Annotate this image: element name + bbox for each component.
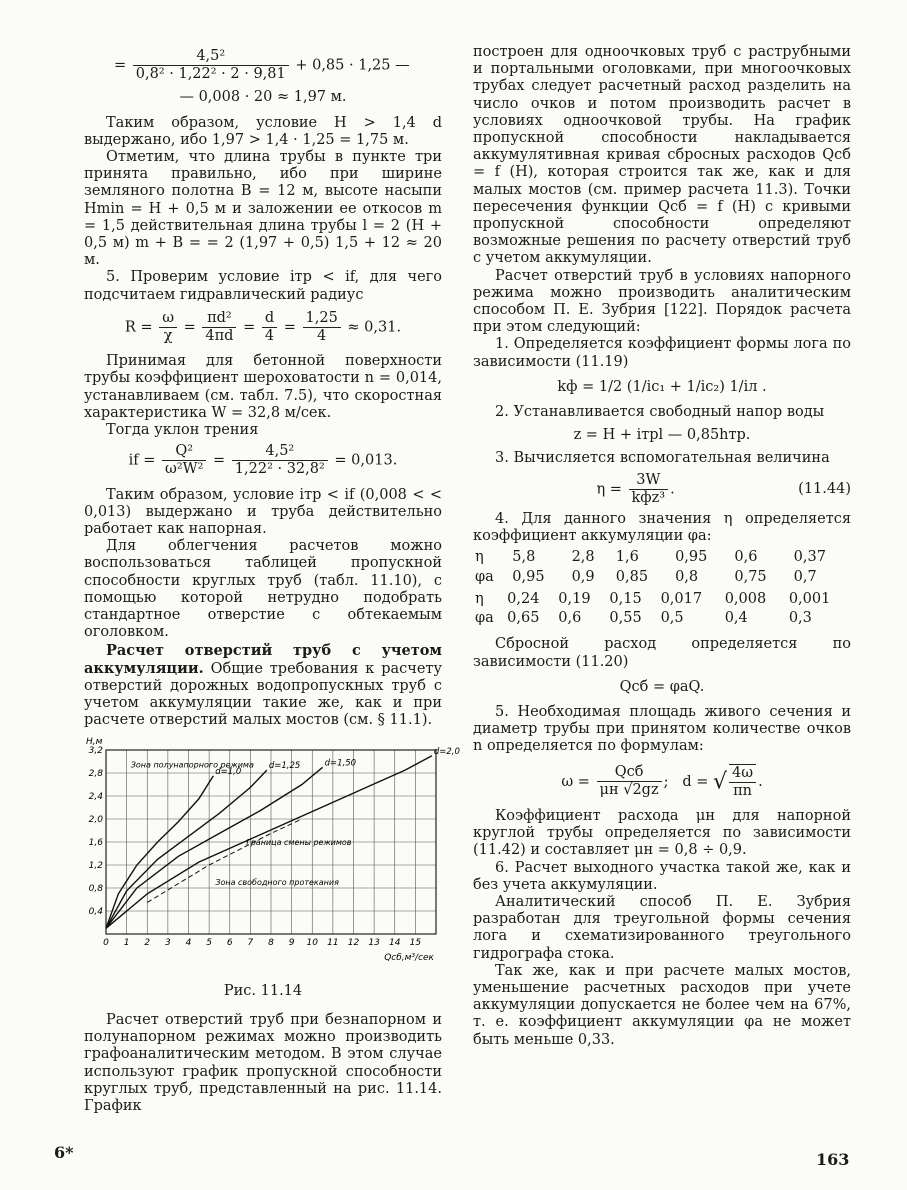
table-cell: 2,8 (571, 549, 595, 566)
x-tick-label: 12 (347, 937, 360, 948)
frac-num: 4ω (729, 765, 756, 783)
zone-label-free: Зона свободного протекания (215, 877, 339, 887)
series-label: d=1,0 (215, 766, 242, 777)
right-column (473, 44, 851, 1049)
equation-form-coefficient: kф = 1/2 (1/ic₁ + 1/ic₂) 1/iл . (557, 378, 767, 395)
paragraph: 6. Расчет выходного участка такой же, как и без учета аккумуляции. (473, 859, 851, 893)
sqrt-sign: √ (712, 769, 728, 795)
equation-hydraulic-radius: R = $\frac{\omega}{\chi}$ = $\frac{\text{πd²}}{4\pi d}$ = $\frac{d}{4}$ = $\frac{1,25}{4}$ ≈ 0,31. (124, 309, 402, 345)
table-cell: 0,008 (724, 590, 767, 607)
table-row (473, 548, 851, 567)
eq-lhs: d = (682, 773, 709, 790)
series-label: d=1,25 (268, 760, 301, 771)
table-cell: 0,95 (675, 549, 708, 566)
y-tick-label: 2,8 (88, 768, 103, 779)
paragraph: Отметим, что длина трубы в пункте три принята правильно, ибо при ширине земляного полотна B = 12 м, высоте насыпи Hmin = H + 0,5 м и заложении ее откосов m = 1,5 действительная длина трубы l = 2 (H + 0,5 м) m + B = = 2 (1,97 + 0,5) 1,5 + 12 ≈ 20 м. (84, 149, 442, 269)
eq-tail: = 0,013. (334, 452, 398, 469)
eq-lhs: η = (596, 481, 622, 498)
x-tick-label: 14 (389, 937, 401, 948)
frac-num: Qсб (597, 764, 662, 782)
footer-signature-mark: 6* (54, 1143, 74, 1162)
series-line (106, 767, 323, 928)
y-tick-label: 1,6 (88, 837, 103, 848)
table-cell: 0,7 (793, 568, 817, 585)
section-heading: Расчет отверстий труб с учетом аккумуляции. (84, 641, 442, 677)
frac-den: πn (733, 782, 752, 799)
table-cell: 0,9 (571, 568, 595, 585)
paragraph: Аналитический способ П. Е. Зубрия разработан для треугольной формы сечения лога и схематизированного треугольного гидрографа стока. (473, 893, 851, 962)
y-tick-label: 3,2 (88, 745, 103, 756)
paragraph: 1. Определяется коэффициент формы лога по зависимости (11.19) (473, 336, 851, 370)
paragraph: 3. Вычисляется вспомогательная величина (495, 450, 830, 467)
capacity-chart (84, 736, 460, 976)
y-tick-label: 2,0 (88, 814, 103, 825)
x-tick-label: 11 (327, 937, 339, 948)
table-cell: 0,37 (793, 549, 826, 566)
row-label: η (475, 549, 484, 566)
table-cell: 0,6 (558, 610, 582, 627)
x-tick-label: 6 (226, 937, 233, 948)
eq-top-numerator: 4,5² (133, 48, 289, 66)
paragraph: 2. Устанавливается свободный напор воды (495, 404, 825, 421)
y-tick-label: 1,2 (88, 860, 103, 871)
coefficient-table-2 (473, 590, 851, 628)
table-cell: 0,95 (512, 568, 545, 585)
coefficient-table-1 (473, 548, 851, 586)
frac-num: d (262, 310, 277, 328)
paragraph-text: Общие требования к расчету отверстий дорожных водопропускных труб с учетом аккумуляции такие же, как и при расчете отверстий малых мостов (см. § 11.1). (84, 660, 442, 729)
left-column (84, 44, 460, 1115)
table-cell: 0,5 (660, 610, 684, 627)
paragraph: Расчет отверстий труб при безнапорном и полунапорном режимах можно производить графоаналитическим методом. В этом случае используют график пропускной способности круглых труб, представленный на рис. 11.14. График (84, 1011, 442, 1114)
frac-den: 4πd (205, 328, 234, 345)
eq-lhs: ω = (561, 773, 590, 790)
frac-den: 1,22² · 32,8² (234, 461, 325, 478)
y-tick-label: 0,8 (88, 883, 103, 894)
paragraph: 4. Для данного значения η определяется коэффициент аккумуляции φa: (473, 511, 851, 545)
paragraph: Сбросной расход определяется по зависимости (11.20) (473, 636, 851, 670)
table-cell: 0,75 (734, 568, 767, 585)
x-tick-label: 0 (103, 937, 109, 948)
frac-den: ω²W² (165, 461, 204, 478)
eq-top-tail: + 0,85 · 1,25 — (295, 57, 410, 74)
zone-label-semi: Зона полунапорного режима (130, 759, 254, 769)
table-cell: 0,55 (609, 610, 642, 627)
series-line (106, 770, 267, 928)
table-cell: 0,15 (609, 590, 642, 607)
x-tick-label: 8 (268, 937, 274, 948)
frac-num: πd² (202, 310, 236, 328)
table-cell: 1,6 (615, 549, 639, 566)
frac-num: 3W (629, 472, 669, 490)
equation-friction-slope: if = $\frac{\text{Q²}}{\text{ω²W²}}$ = $\frac{\text{4,5²}}{\text{1,22² · 32,8²}}$ = 0,013. (128, 443, 398, 478)
frac-num: 4,5² (232, 443, 328, 461)
paragraph: Принимая для бетонной поверхности трубы коэффициент шероховатости n = 0,014, устанавливаем (см. табл. 7.5), что скоростная характеристика W = 32,8 м/сек. (84, 353, 442, 421)
equation-continuation: = $\frac{\text{4,5²}}{\text{0,8² · 1,22² · 2 · 9,81}}$ + 0,85 · 1,25 — (114, 48, 410, 83)
table-cell: 0,4 (724, 610, 748, 627)
paragraph: Тогда уклон трения (106, 422, 259, 439)
paragraph: Расчет отверстий труб в условиях напорного режима можно производить аналитическим способом П. Е. Зубрия [122]. Порядок расчета при этом следующий: (473, 267, 851, 336)
table-cell: 0,3 (788, 610, 812, 627)
frac-num: ω (159, 310, 177, 328)
equation-eta: η = $\frac{3W}{\text{kфz³}}$ . (11.44) (596, 471, 851, 506)
equation-discharge: Qсб = φaQ. (619, 678, 705, 695)
table-cell: 0,85 (615, 568, 649, 585)
frac-num: 1,25 (303, 310, 341, 328)
equation-number: (11.44) (798, 480, 851, 497)
eq-lhs: if = (128, 452, 156, 469)
table-cell: 0,8 (675, 568, 699, 585)
series-line (106, 775, 213, 927)
table-cell: 0,001 (788, 590, 831, 607)
zone-label-boundary: Граница смены режимов (246, 837, 352, 847)
paragraph: Для облегчения расчетов можно воспользоваться таблицей пропускной способности круглых труб (табл. 11.10), с помощью которой нетрудно подобрать стандартное отверстие с обтекаемым оголовком. (84, 538, 442, 641)
boundary-line (147, 819, 302, 902)
x-tick-label: 15 (409, 937, 422, 948)
series-label: d=1,50 (324, 757, 357, 768)
table-cell: 0,6 (734, 549, 758, 566)
table-cell: 0,24 (507, 590, 540, 607)
figure-11-14 (84, 736, 460, 981)
x-axis-label: Qсб,м³/сек (384, 952, 434, 963)
y-axis-label: H,м (86, 736, 103, 747)
row-label: φa (475, 610, 494, 627)
paragraph: Таким образом, условие iтр < if (0,008 < < 0,013) выдержано и труба действительно работает как напорная. (84, 486, 442, 538)
frac-den: 4 (317, 328, 327, 345)
x-tick-label: 3 (165, 937, 171, 948)
x-tick-label: 1 (123, 937, 130, 948)
page-number: 163 (816, 1150, 850, 1169)
paragraph-accumulation (84, 642, 442, 730)
x-tick-label: 10 (306, 937, 318, 948)
frac-num: Q² (162, 443, 206, 461)
equation-area-diameter: ω = $\frac{\text{Qсб}}{\mu н √2gz}$ ; d = √ $\frac{4\omega}{\pi n}$ . (561, 764, 763, 799)
frac-den: kфz³ (631, 489, 666, 506)
x-tick-label: 13 (368, 937, 380, 948)
y-tick-label: 2,4 (88, 791, 103, 802)
series-label: d=2,0 (433, 746, 460, 757)
table-row (473, 590, 851, 609)
table-cell: 5,8 (512, 549, 536, 566)
equation-line2: — 0,008 · 20 ≈ 1,97 м. (179, 89, 347, 106)
paragraph: 5. Проверим условие iтр < if, для чего подсчитаем гидравлический радиус (84, 269, 442, 303)
paragraph: 5. Необходимая площадь живого сечения и диаметр трубы при принятом количестве очков n определяется по формулам: (473, 703, 851, 755)
row-label: η (475, 590, 484, 607)
x-tick-label: 9 (288, 937, 295, 948)
frac-den: μн √2gz (599, 782, 659, 799)
y-tick-label: 0,4 (88, 906, 103, 917)
table-cell: 0,19 (558, 590, 591, 607)
eq-top-denominator: 0,8² · 1,22² · 2 · 9,81 (135, 66, 286, 83)
paragraph: Таким образом, условие H > 1,4 d выдержано, ибо 1,97 > 1,4 · 1,25 = 1,75 м. (84, 114, 442, 148)
eq-tail: ≈ 0,31. (347, 319, 402, 336)
table-row (473, 568, 851, 587)
frac-den: χ (163, 328, 173, 345)
table-cell: 0,65 (507, 610, 540, 627)
figure-caption: Рис. 11.14 (223, 982, 303, 999)
table-row (473, 609, 851, 628)
paragraph: Так же, как и при расчете малых мостов, уменьшение расчетных расходов при учете аккумуляции допускается не более чем на 67%, т. е. коэффициент аккумуляции φa не может быть меньше 0,33. (473, 962, 851, 1048)
x-tick-label: 4 (185, 937, 192, 948)
eq-lhs: R = (124, 319, 153, 336)
paragraph: построен для одноочковых труб с раструбными и портальными оголовками, при многоочковых трубах следует расчетный расход разделить на число очков и потом производить расчет в условиях одноочковой трубы. На график пропускной способности накладывается аккумулятивная кривая сбросных расходов Qсб = f (H), которая строится так же, как и для малых мостов (см. пример расчета 11.3). Точки пересечения функции Qсб = f (H) с кривыми пропускной способности определяют возможные решения по расчету отверстий труб с учетом аккумуляции. (473, 44, 851, 267)
frac-den: 4 (264, 328, 275, 345)
paragraph: Коэффициент расхода μн для напорной круглой трубы определяется по зависимости (11.42) и составляет μн = 0,8 ÷ 0,9. (473, 807, 851, 859)
equation-free-head: z = H + iтрl — 0,85hтр. (573, 427, 751, 444)
row-label: φa (475, 568, 494, 585)
x-tick-label: 5 (206, 937, 212, 948)
x-tick-label: 7 (247, 937, 254, 948)
table-cell: 0,017 (660, 590, 703, 607)
x-tick-label: 2 (144, 937, 151, 948)
